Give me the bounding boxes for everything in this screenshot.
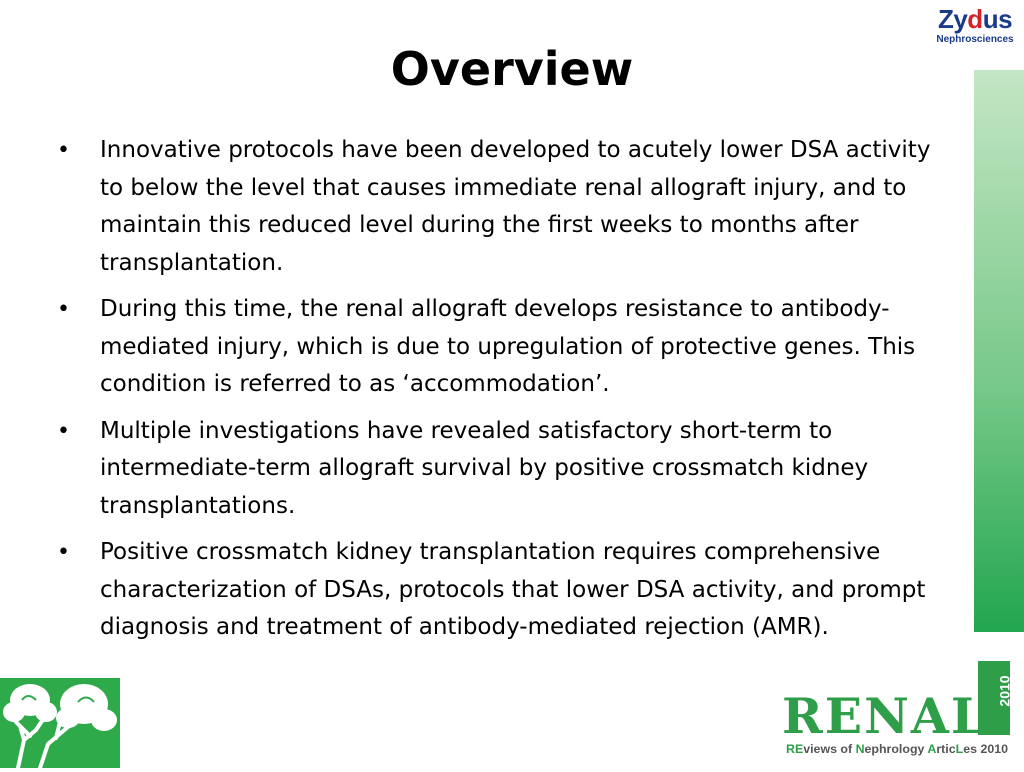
bullet-item (55, 413, 960, 526)
bullet-text: During this time, the renal allograft develops resistance to antibody-mediated injury, which is due to upregulation of protective genes. This condition is referred to as ‘accommodation’. (100, 296, 916, 397)
renal-logo-word: RENAL (782, 687, 988, 745)
bullet-item (55, 291, 960, 404)
slide-title: Overview (390, 42, 634, 96)
bullet-glyph: • (57, 138, 70, 163)
zydus-logo-subtitle: Nephrosciences (936, 34, 1014, 45)
bullet-list (55, 132, 960, 656)
zydus-logo (930, 4, 1020, 46)
bullet-item (55, 534, 960, 647)
kidney-tree-icon (0, 678, 120, 768)
bullet-text: Positive crossmatch kidney transplantation requires comprehensive characterization of DSAs, protocols that lower DSA activity, and prompt diagnosis and treatment of antibody-mediated rejection (AMR). (100, 539, 926, 640)
bullet-glyph: • (57, 540, 70, 565)
bullet-glyph: • (57, 418, 70, 444)
renal-logo-year: 2010 (996, 675, 1013, 707)
green-gradient-band (974, 70, 1024, 632)
zydus-logo-name: Zydus (937, 4, 1013, 34)
renal-logo-subtitle: REviews of Nephrology ArticLes 2010 (786, 742, 1009, 756)
bullet-item (55, 132, 960, 282)
bullet-text: Innovative protocols have been developed to acutely lower DSA activity to below the level that causes immediate renal allograft injury, and to maintain this reduced level during the first weeks to months after transplantation. (100, 137, 931, 276)
bullet-glyph: • (57, 297, 70, 322)
bullet-text: Multiple investigations have revealed satisfactory short-term to intermediate-term allograft survival by positive crossmatch kidney transplantations. (100, 417, 869, 519)
renal-2010-logo (782, 655, 1018, 763)
